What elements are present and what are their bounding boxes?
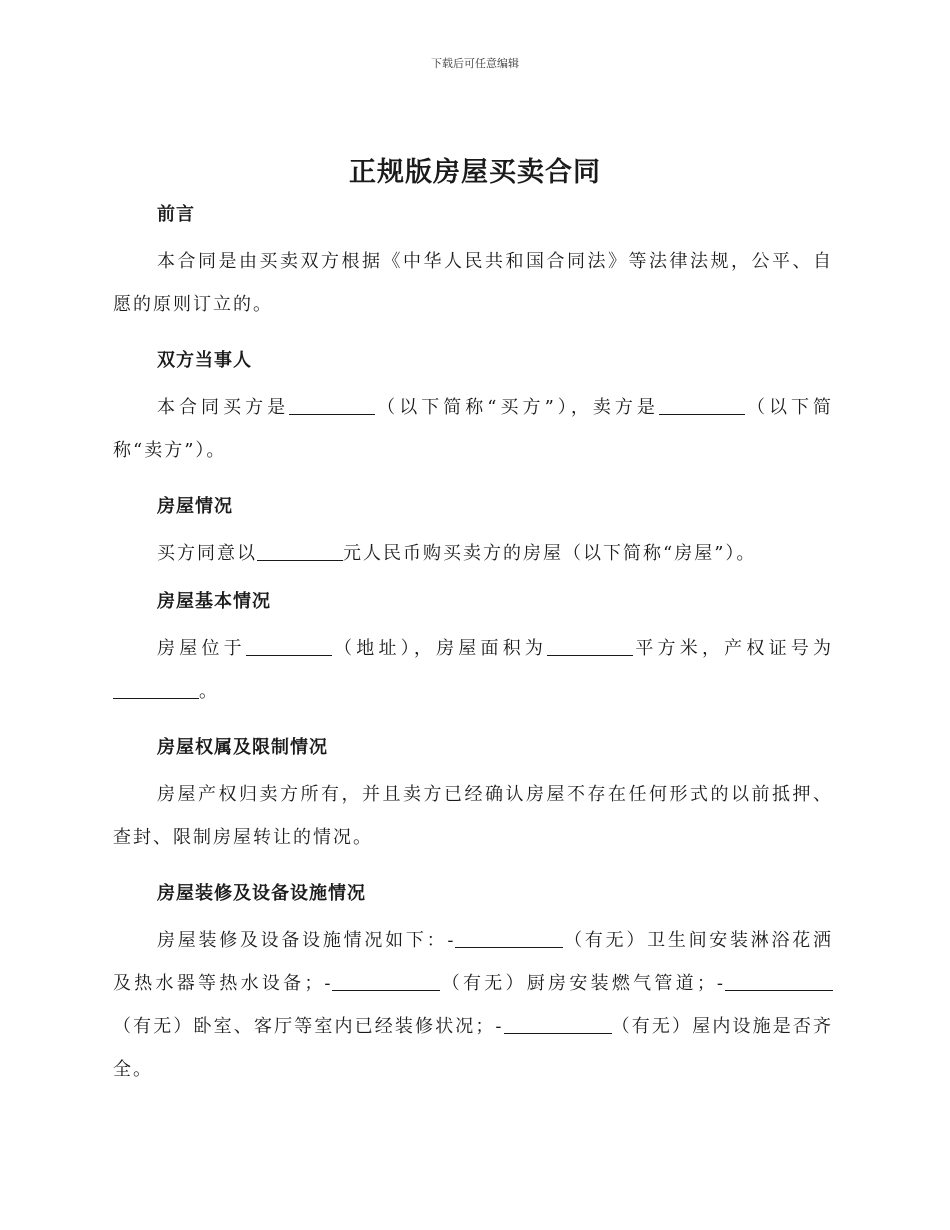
ownership-paragraph: 房屋产权归卖方所有，并且卖方已经确认房屋不存在任何形式的以前抵押、查封、限制房屋转让的情况。 [113, 784, 833, 848]
document-title: 正规版房屋买卖合同 [349, 157, 601, 188]
preface-paragraph: 本合同是由买卖双方根据《中华人民共和国合同法》等法律法规，公平、自愿的原则订立的。 [113, 251, 833, 315]
document-body [113, 190, 833, 1091]
section-heading-house: 房屋情况 [157, 496, 233, 517]
decoration-text-2: （有无）卫生间安装淋浴花洒及热水器等热水设备；- [113, 930, 833, 994]
parties-text-2: （以下简称“买方”），卖方是 [375, 397, 659, 418]
decoration-paragraph [113, 919, 833, 1091]
decoration-text-1: 房屋装修及设备设施情况如下：- [157, 930, 456, 951]
section-heading-basic: 房屋基本情况 [157, 591, 271, 612]
parties-paragraph [113, 386, 833, 472]
kitchen-status-blank[interactable] [332, 970, 440, 991]
address-blank[interactable] [246, 635, 332, 656]
section-heading-parties: 双方当事人 [157, 350, 252, 371]
parties-text-1: 本合同买方是 [157, 397, 290, 418]
facility-status-blank[interactable] [504, 1013, 612, 1034]
decoration-text-5: （有无）屋内设施是否齐全。 [113, 1016, 833, 1080]
seller-name-blank[interactable] [659, 394, 745, 415]
house-text-2: 元人民币购买卖方的房屋（以下简称“房屋”）。 [343, 543, 757, 564]
basic-text-1: 房屋位于 [157, 638, 246, 659]
basic-text-4: 。 [199, 681, 219, 702]
section-heading-ownership: 房屋权属及限制情况 [157, 737, 328, 758]
section-heading-preface: 前言 [157, 204, 195, 225]
bathroom-status-blank[interactable] [455, 927, 563, 948]
house-text-1: 买方同意以 [157, 543, 257, 564]
area-blank[interactable] [547, 635, 633, 656]
section-heading-decoration: 房屋装修及设备设施情况 [157, 883, 366, 904]
basic-text-2: （地址），房屋面积为 [331, 638, 548, 659]
parties-text-3: （以下简称“卖方”）。 [113, 397, 834, 461]
basic-text-3: 平方米，产权证号为 [633, 638, 834, 659]
certificate-number-blank[interactable] [113, 678, 199, 699]
house-paragraph [113, 532, 833, 575]
decoration-text-3: （有无）厨房安装燃气管道；- [440, 973, 725, 994]
basic-paragraph [113, 627, 833, 713]
header-note: 下载后可任意编辑 [431, 57, 519, 70]
decoration-text-4: （有无）卧室、客厅等室内已经装修状况；- [113, 1016, 504, 1037]
room-status-blank[interactable] [725, 970, 833, 991]
price-blank[interactable] [257, 540, 343, 561]
buyer-name-blank[interactable] [289, 394, 375, 415]
